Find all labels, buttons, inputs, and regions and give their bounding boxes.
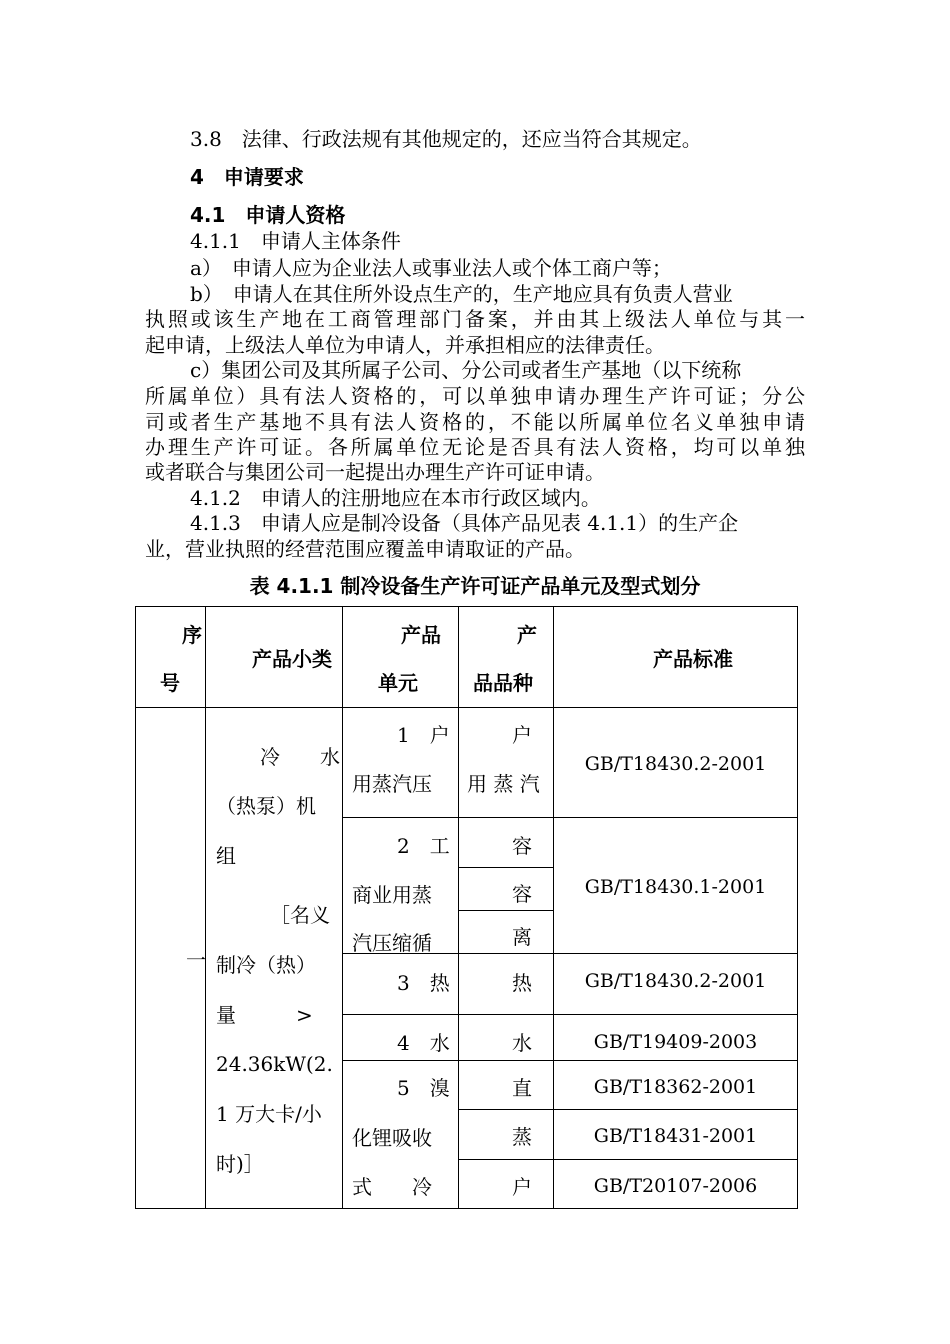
table-rule — [458, 1109, 798, 1110]
standard-3: GB/T18430.2-2001 — [584, 970, 767, 992]
variety-7: 直 — [512, 1076, 532, 1100]
standard-7: GB/T20107-2006 — [593, 1175, 758, 1197]
header-variety-line1: 产 — [517, 623, 537, 647]
table-rule — [342, 817, 798, 818]
heading-4: 4 申请要求 — [190, 165, 304, 189]
variety-5: 热 — [512, 971, 532, 995]
unit-3-line1: 3 热 — [397, 971, 450, 995]
header-seq-line2: 号 — [160, 671, 180, 695]
category-line: ［名义 — [270, 903, 330, 927]
header-variety-line2: 品品种 — [473, 671, 533, 695]
clause-b-line3: 起申请，上级法人单位为申请人，并承担相应的法律责任。 — [145, 333, 665, 357]
unit-1-line1: 1 户 — [397, 723, 450, 747]
clause-b-line1: b） 申请人在其住所外设点生产的，生产地应具有负责人营业 — [190, 282, 733, 306]
table-border-right — [797, 606, 798, 1209]
table-divider — [342, 606, 343, 1209]
table-border-bottom — [135, 1208, 798, 1209]
variety-3: 容 — [512, 882, 532, 906]
unit-5-line3: 式 冷 — [352, 1175, 432, 1199]
category-line: 1 万大卡/小 — [216, 1102, 322, 1126]
clause-3-8: 3.8 法律、行政法规有其他规定的，还应当符合其规定。 — [190, 127, 702, 151]
table-divider — [553, 606, 554, 1209]
table-divider — [458, 606, 459, 1209]
unit-2-line2: 商业用蒸 — [352, 883, 432, 907]
table-header-rule — [135, 707, 798, 708]
clause-b-line2: 执照或该生产地在工商管理部门备案，并由其上级法人单位与其一 — [145, 307, 805, 331]
clause-c-line4: 办理生产许可证。各所属单位无论是否具有法人资格，均可以单独 — [145, 435, 805, 459]
category-line: 制冷（热） — [216, 953, 316, 977]
clause-c-line2: 所属单位）具有法人资格的，可以单独申请办理生产许可证；分公 — [145, 384, 805, 408]
variety-4: 离 — [512, 925, 532, 949]
header-unit-line1: 产品 — [401, 623, 441, 647]
header-standard: 产品标准 — [653, 647, 733, 671]
table-rule — [342, 1014, 798, 1015]
clause-4-1-3-line1: 4.1.3 申请人应是制冷设备（具体产品见表 4.1.1）的生产企 — [190, 511, 739, 535]
header-unit-line2: 单元 — [378, 671, 418, 695]
heading-4-1: 4.1 申请人资格 — [190, 203, 346, 227]
unit-4-line1: 4 水 — [397, 1031, 450, 1055]
clause-a: a） 申请人应为企业法人或事业法人或个体工商户等； — [190, 256, 672, 280]
table-rule — [458, 1159, 798, 1160]
unit-2-line1: 2 工 — [397, 834, 450, 858]
table-title: 表 4.1.1 制冷设备生产许可证产品单元及型式划分 — [249, 574, 701, 598]
clause-4-1-1: 4.1.1 申请人主体条件 — [190, 229, 401, 253]
table-rule — [458, 910, 553, 911]
variety-6: 水 — [512, 1031, 532, 1055]
unit-2-line3: 汽压缩循 — [352, 931, 432, 955]
standard-2: GB/T18430.1-2001 — [584, 876, 767, 898]
unit-5-line2: 化锂吸收 — [352, 1126, 432, 1150]
category-line: 冷 水 — [260, 745, 340, 769]
standard-4: GB/T19409-2003 — [593, 1031, 758, 1053]
variety-1-line2: 用 蒸 汽 — [467, 772, 540, 796]
category-line: （热泵）机 — [216, 794, 316, 818]
table-divider — [205, 606, 206, 1209]
standard-6: GB/T18431-2001 — [593, 1125, 758, 1147]
table-border-left — [135, 606, 136, 1209]
category-line: 时)］ — [216, 1152, 264, 1176]
clause-c-line5: 或者联合与集团公司一起提出办理生产许可证申请。 — [145, 460, 605, 484]
variety-2: 容 — [512, 834, 532, 858]
clause-4-1-3-line2: 业，营业执照的经营范围应覆盖申请取证的产品。 — [145, 537, 585, 561]
header-seq-line1: 序 — [182, 623, 202, 647]
table-rule — [458, 867, 553, 868]
row-seq: 一 — [186, 948, 206, 972]
clause-c-line3: 司或者生产基地不具有法人资格的，不能以所属单位名义单独申请 — [145, 410, 805, 434]
variety-8: 蒸 — [512, 1125, 532, 1149]
clause-4-1-2: 4.1.2 申请人的注册地应在本市行政区域内。 — [190, 486, 601, 510]
category-line: 组 — [216, 844, 236, 868]
category-line: 24.36kW(2. — [216, 1052, 333, 1076]
table-border-top — [135, 606, 798, 607]
category-line: 量 > — [216, 1003, 313, 1027]
header-category: 产品小类 — [252, 647, 332, 671]
clause-c-line1: c）集团公司及其所属子公司、分公司或者生产基地（以下统称 — [190, 358, 742, 382]
unit-1-line2: 用蒸汽压 — [352, 772, 432, 796]
standard-5: GB/T18362-2001 — [593, 1076, 758, 1098]
variety-1-line1: 户 — [512, 723, 532, 747]
variety-9: 户 — [512, 1175, 532, 1199]
standard-1: GB/T18430.2-2001 — [584, 753, 767, 775]
unit-5-line1: 5 溴 — [397, 1076, 450, 1100]
